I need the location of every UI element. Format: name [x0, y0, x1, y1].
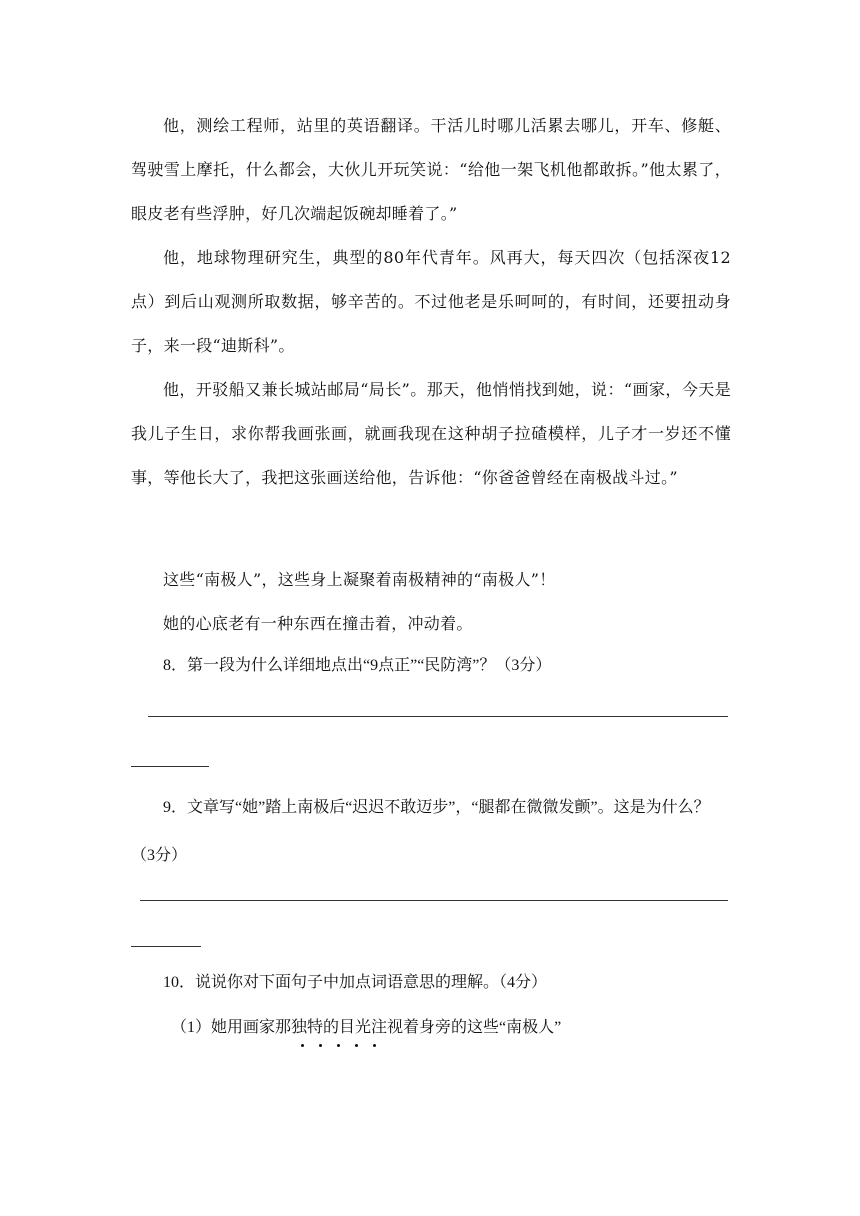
question-9: 9．文章写“她”踏上南极后“迟迟不敢迈步”，“腿都在微微发颤”。这是为什么？（3分）: [131, 799, 710, 864]
answer-line-9a[interactable]: [140, 900, 728, 901]
emphasis-dot: [301, 1044, 304, 1047]
paragraph-postmaster: 他，开驳船又兼长城站邮局“局长”。那天，他悄悄找到她，说：“画家，今天是我儿子生日，求你帮我画张画，就画我现在这种胡子拉碴模样，儿子才一岁还不懂事，等他长大了，我把这张画送给他，告诉他：“你爸爸曾经在南极战斗过。”: [131, 380, 731, 487]
answer-line-9b[interactable]: [131, 946, 201, 947]
question-8: 8．第一段为什么详细地点出“9点正”“民防湾”？（3分）: [163, 657, 552, 674]
emphasis-dot: [319, 1044, 322, 1047]
paragraph-surveyor: 他，测绘工程师，站里的英语翻译。干活儿时哪儿活累去哪儿，开车、修艇、驾驶雪上摩托，什么都会，大伙儿开玩笑说：“给他一架飞机他都敢拆。”他太累了，眼皮老有些浮肿，好几次端起饭碗却睡着了。”: [131, 116, 731, 223]
question-10: 10．说说你对下面句子中加点词语意思的理解。（4分）: [163, 974, 548, 991]
answer-line-8b[interactable]: [131, 766, 209, 767]
paragraph-geophysicist: 他，地球物理研究生，典型的80年代青年。风再大，每天四次（包括深夜12点）到后山观测所取数据，够辛苦的。不过他老是乐呵呵的，有时间，还要扭动身子，来一段“迪斯科”。: [131, 248, 731, 355]
emphasis-dot: [337, 1044, 340, 1047]
paragraph-heart: 她的心底老有一种东西在撞击着，冲动着。: [163, 614, 473, 633]
answer-line-8a[interactable]: [148, 716, 728, 717]
question-10-item-1: （1）她用画家那独特的目光注视着身旁的这些“南极人”: [171, 1019, 562, 1036]
emphasis-dot: [373, 1044, 376, 1047]
emphasis-dot: [355, 1044, 358, 1047]
paragraph-antarctic-people: 这些“南极人”，这些身上凝聚着南极精神的“南极人”！: [163, 570, 556, 589]
